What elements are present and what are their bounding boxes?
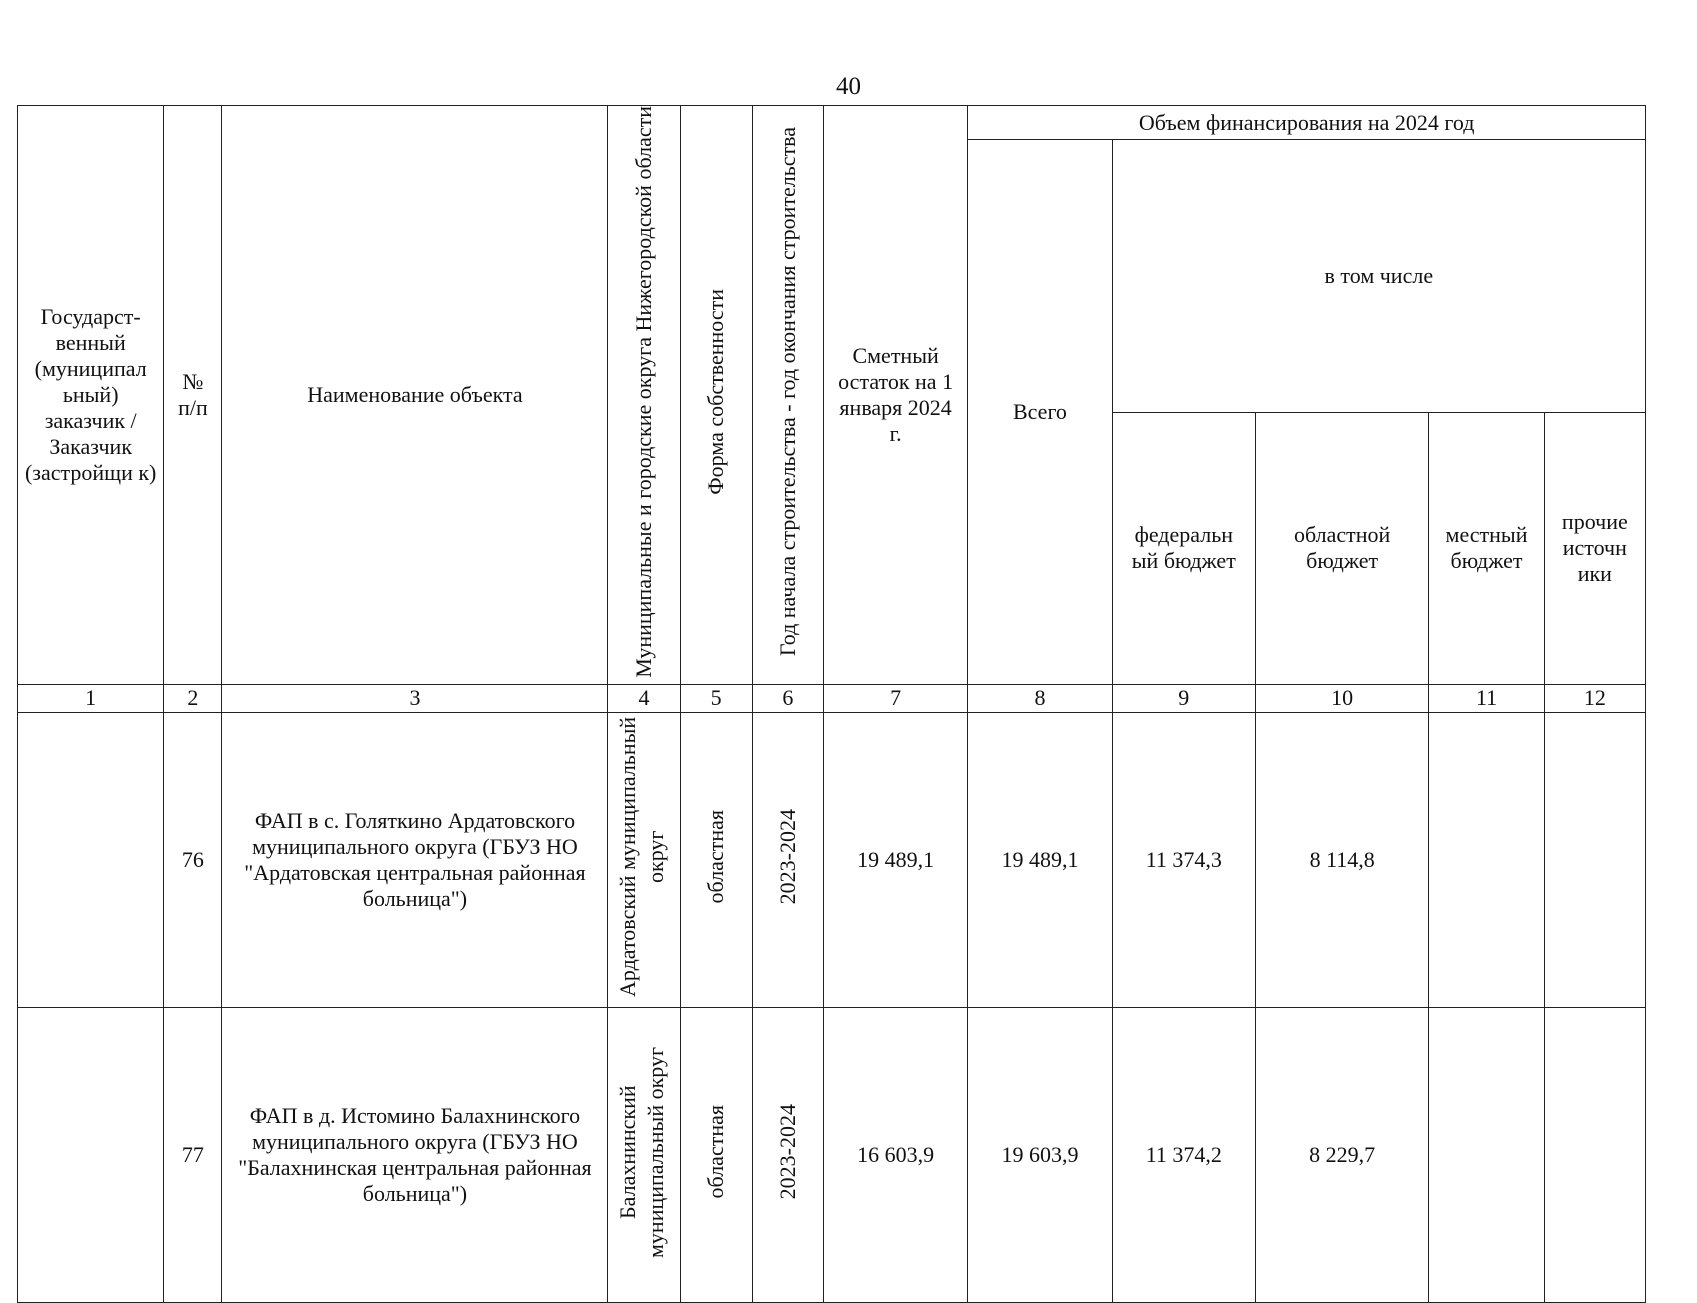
cell-estimate-balance: 16 603,9 — [823, 1007, 967, 1302]
cell-regional: 8 229,7 — [1255, 1007, 1428, 1302]
header-municipality — [608, 106, 680, 685]
cell-local — [1429, 712, 1544, 1007]
cell-municipality-text: Балахнинский муниципальный округ — [615, 1046, 668, 1258]
cell-customer — [18, 1007, 164, 1302]
column-number: 8 — [968, 684, 1112, 712]
column-number: 6 — [752, 684, 823, 712]
cell-years-text: 2023-2024 — [774, 809, 800, 905]
header-municipality-text: Муниципальные и городские округа Нижегородской области — [631, 106, 656, 678]
cell-regional: 8 114,8 — [1255, 712, 1428, 1007]
cell-row-number: 76 — [164, 712, 222, 1007]
cell-total: 19 603,9 — [968, 1007, 1112, 1302]
column-number: 12 — [1544, 684, 1645, 712]
header-total: Всего — [968, 140, 1112, 685]
cell-years — [752, 1007, 823, 1302]
cell-other — [1544, 712, 1645, 1007]
column-number: 3 — [222, 684, 608, 712]
cell-row-number: 77 — [164, 1007, 222, 1302]
cell-years — [752, 712, 823, 1007]
header-including: в том числе — [1112, 140, 1645, 413]
header-estimate-balance: Сметный остаток на 1 января 2024 г. — [823, 106, 967, 685]
header-other: прочие источн ики — [1544, 412, 1645, 684]
column-number: 2 — [164, 684, 222, 712]
header-ownership-text: Форма собственности — [703, 288, 729, 495]
page-number: 40 — [836, 73, 861, 100]
column-number: 10 — [1255, 684, 1428, 712]
cell-object-name: ФАП в с. Голяткино Ардатовского муниципального округа (ГБУЗ НО "Ардатовская центральная районная больница") — [222, 712, 608, 1007]
cell-object-name: ФАП в д. Истомино Балахнинского муниципального округа (ГБУЗ НО "Балахнинская центральная районная больница") — [222, 1007, 608, 1302]
cell-ownership — [680, 1007, 752, 1302]
cell-municipality — [608, 1007, 680, 1302]
header-financing-group: Объем финансирования на 2024 год — [968, 106, 1646, 140]
header-ownership — [680, 106, 752, 685]
cell-total: 19 489,1 — [968, 712, 1112, 1007]
cell-ownership — [680, 712, 752, 1007]
column-number: 4 — [608, 684, 680, 712]
column-number: 1 — [18, 684, 164, 712]
cell-federal: 11 374,3 — [1112, 712, 1255, 1007]
cell-other — [1544, 1007, 1645, 1302]
header-regional: областной бюджет — [1255, 412, 1428, 684]
table-row — [18, 712, 1646, 1007]
column-number: 11 — [1429, 684, 1544, 712]
header-years-text: Год начала строительства - год окончания строительства — [774, 127, 800, 657]
cell-local — [1429, 1007, 1544, 1302]
cell-federal: 11 374,2 — [1112, 1007, 1255, 1302]
cell-municipality-text: Ардатовский муниципальный округ — [615, 716, 668, 997]
header-object-name: Наименование объекта — [222, 106, 608, 685]
column-number: 9 — [1112, 684, 1255, 712]
table-row — [18, 1007, 1646, 1302]
cell-customer — [18, 712, 164, 1007]
cell-municipality — [608, 712, 680, 1007]
header-federal: федеральн ый бюджет — [1112, 412, 1255, 684]
header-customer: Государст-венный (муниципал ьный) заказчик / Заказчик (застройщи к) — [18, 106, 164, 685]
column-number-row — [18, 684, 1646, 712]
header-row-number: № п/п — [164, 106, 222, 685]
cell-ownership-text: областная — [703, 809, 729, 904]
cell-estimate-balance: 19 489,1 — [823, 712, 967, 1007]
column-number: 5 — [680, 684, 752, 712]
financing-table — [17, 105, 1646, 1303]
column-number: 7 — [823, 684, 967, 712]
cell-ownership-text: областная — [703, 1104, 729, 1199]
header-local: местный бюджет — [1429, 412, 1544, 684]
cell-years-text: 2023-2024 — [774, 1104, 800, 1200]
header-years — [752, 106, 823, 685]
